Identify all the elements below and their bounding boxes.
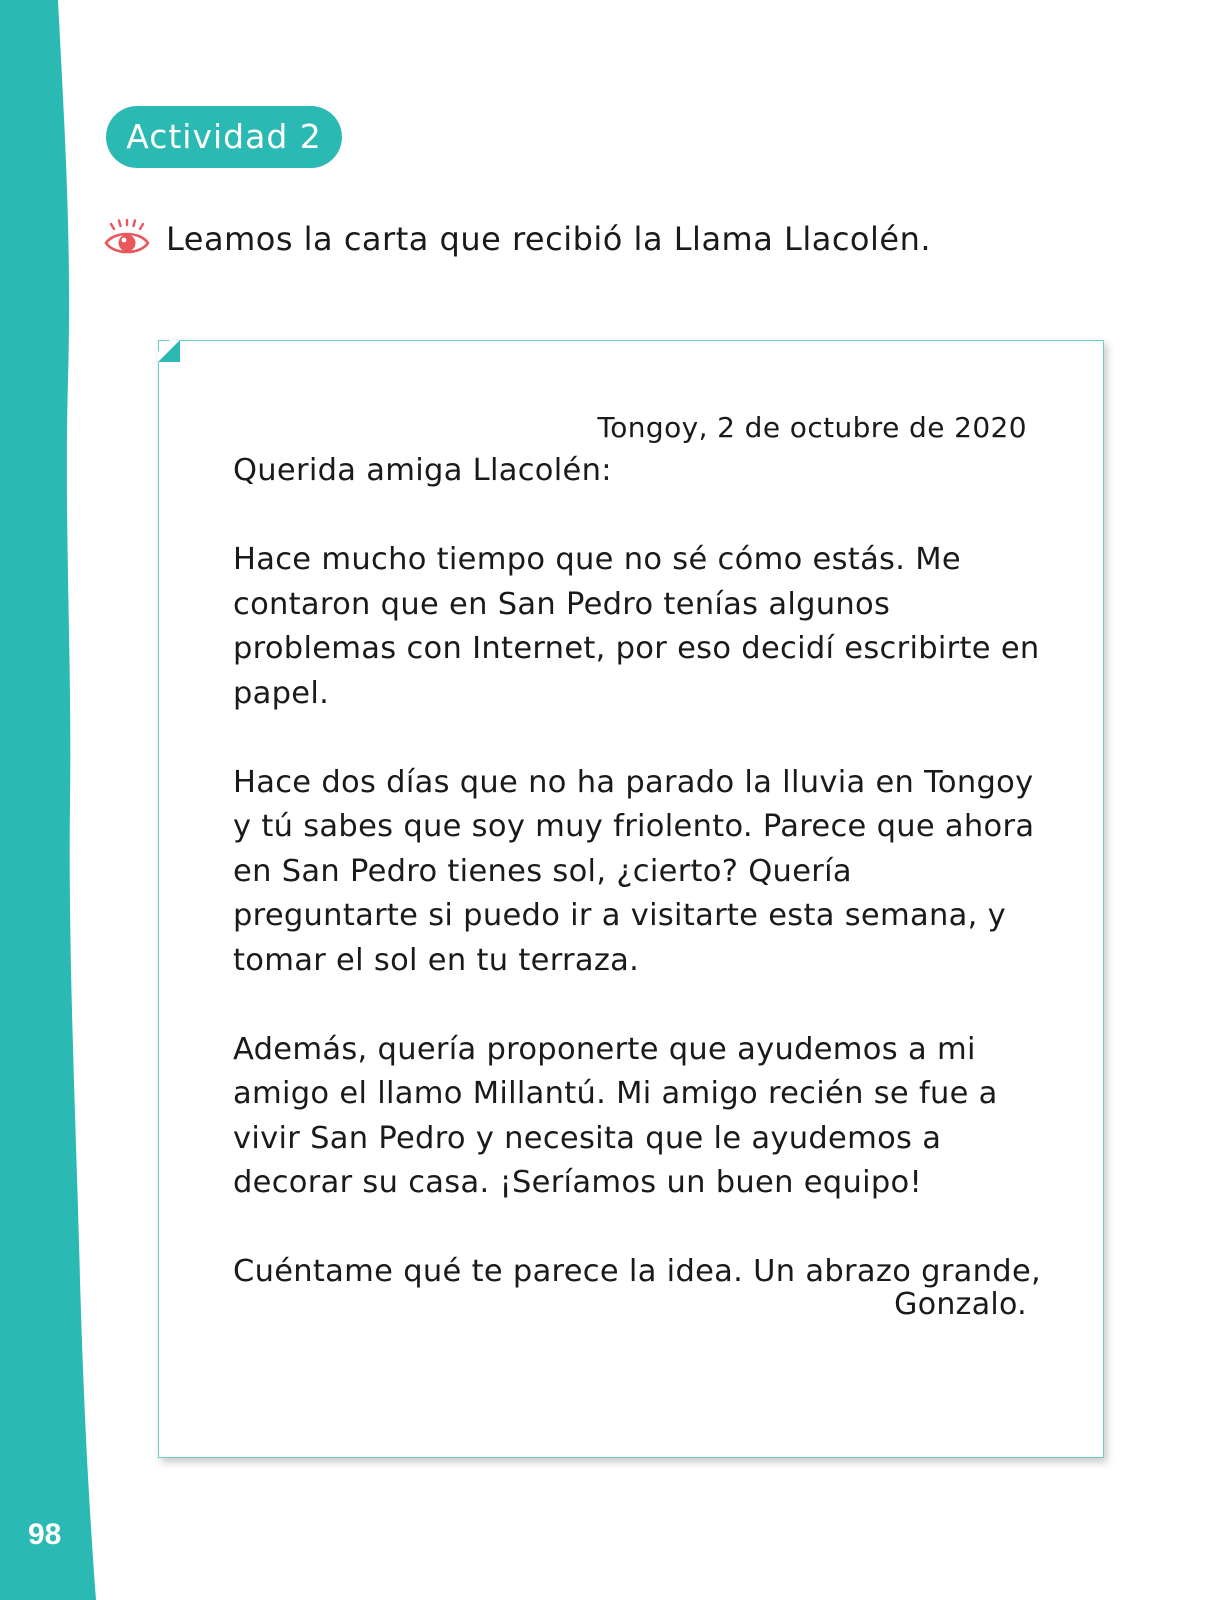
activity-label: Actividad 2	[106, 106, 342, 168]
side-band	[0, 0, 110, 1600]
letter-date: Tongoy, 2 de octubre de 2020	[597, 411, 1027, 444]
eye-icon	[104, 219, 150, 259]
corner-fold	[158, 340, 180, 362]
letter-greeting: Querida amiga Llacolén:	[233, 453, 612, 488]
letter-paragraph: Hace mucho tiempo que no sé cómo estás. Me contaron que en San Pedro tenías algunos problemas con Internet, por eso decidí escribirte en papel.	[233, 542, 1040, 711]
letter-card	[158, 340, 1104, 1458]
page-number: 98	[28, 1518, 62, 1551]
letter-paragraph: Cuéntame qué te parece la idea. Un abrazo grande,	[233, 1254, 1041, 1289]
letter-signature: Gonzalo.	[894, 1287, 1027, 1322]
letter-paragraph: Además, quería proponerte que ayudemos a mi amigo el llamo Millantú. Mi amigo recién se fue a vivir San Pedro y necesita que le ayudemos a decorar su casa. ¡Seríamos un buen equipo!	[233, 1031, 998, 1200]
letter-body	[233, 449, 1043, 1339]
letter-paragraph: Hace dos días que no ha parado la lluvia en Tongoy y tú sabes que soy muy friolento. Parece que ahora en San Pedro tienes sol, ¿cierto? Quería preguntarte si puedo ir a visitarte esta semana, y tomar el sol en tu terraza.	[233, 764, 1035, 978]
instruction-text: Leamos la carta que recibió la Llama Llacolén.	[166, 220, 932, 258]
instruction	[104, 212, 931, 266]
